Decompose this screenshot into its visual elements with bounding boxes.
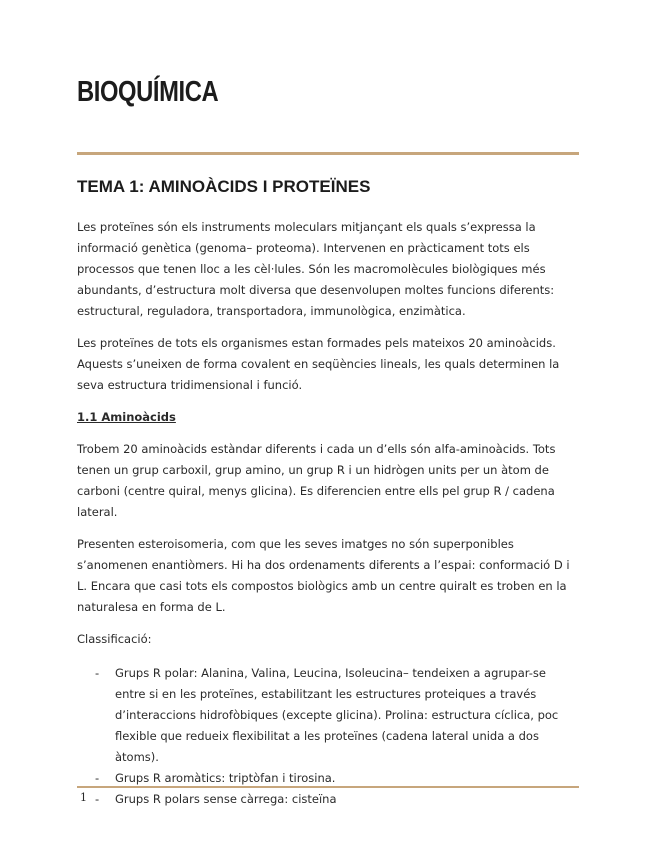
section-heading: 1.1 Aminoàcids [77, 410, 176, 424]
document-title: BIOQUÍMICA [77, 76, 219, 108]
bullet-dash: - [95, 771, 100, 785]
intro-paragraph-2: Les proteïnes de tots els organismes estan formades pels mateixos 20 aminoàcids. Aquests s’uneixen de forma covalent en seqüències lineals, les quals determinen la seva estructura tridimensional i funció. [77, 336, 560, 392]
title-divider [77, 152, 579, 155]
intro-paragraph-1: Les proteïnes són els instruments moleculars mitjançant els quals s’expressa la informació genètica (genoma– proteoma). Intervenen en pràcticament tots els processos que tenen lloc a les cèl·lules. Són les macromolècules biològiques més abundants, d’estructura molt diversa que desenvolupen moltes funcions diferents: estructural, reguladora, transportadora, immunològica, enzimàtica. [77, 220, 555, 318]
bullet-dash: - [95, 792, 100, 806]
list-item-text: Grups R polar: Alanina, Valina, Leucina, Isoleucina– tendeixen a agrupar-se entre si en les proteïnes, estabilitzant les estructures proteiques a través d’interaccions hidrofòbiques (excepte glicina). Prolina: estructura cíclica, poc flexible que redueix flexibilitat a les proteïnes (cadena lateral unida a dos àtoms). [115, 666, 559, 764]
section-paragraph-1: Trobem 20 aminoàcids estàndar diferents i cada un d’ells són alfa-aminoàcids. Tots tenen un grup carboxil, grup amino, un grup R i un hidrògen units per un àtom de carboni (centre quiral, menys glicina). Es diferencien entre ells pel grup R / cadena lateral. [77, 442, 556, 519]
document-body [77, 217, 579, 810]
list-item-text: Grups R aromàtics: triptòfan i tirosina. [115, 771, 336, 785]
classification-label: Classificació: [77, 632, 152, 646]
list-item-text: Grups R polars sense càrrega: cisteïna [115, 792, 337, 806]
list-item [77, 663, 579, 768]
list-item [77, 789, 579, 810]
section-paragraph-2: Presenten esteroisomeria, com que les seves imatges no són superponibles s’anomenen enantiòmers. Hi ha dos ordenaments diferents a l’espai: conformació D i L. Encara que casi tots els compostos biològics amb un centre quiralt es troben en la naturalesa en forma de L. [77, 537, 570, 614]
chapter-title: TEMA 1: AMINOÀCIDS I PROTEÏNES [77, 177, 371, 196]
bullet-dash: - [95, 666, 100, 680]
footer-divider [77, 786, 579, 788]
page-number: 1 [80, 791, 87, 804]
